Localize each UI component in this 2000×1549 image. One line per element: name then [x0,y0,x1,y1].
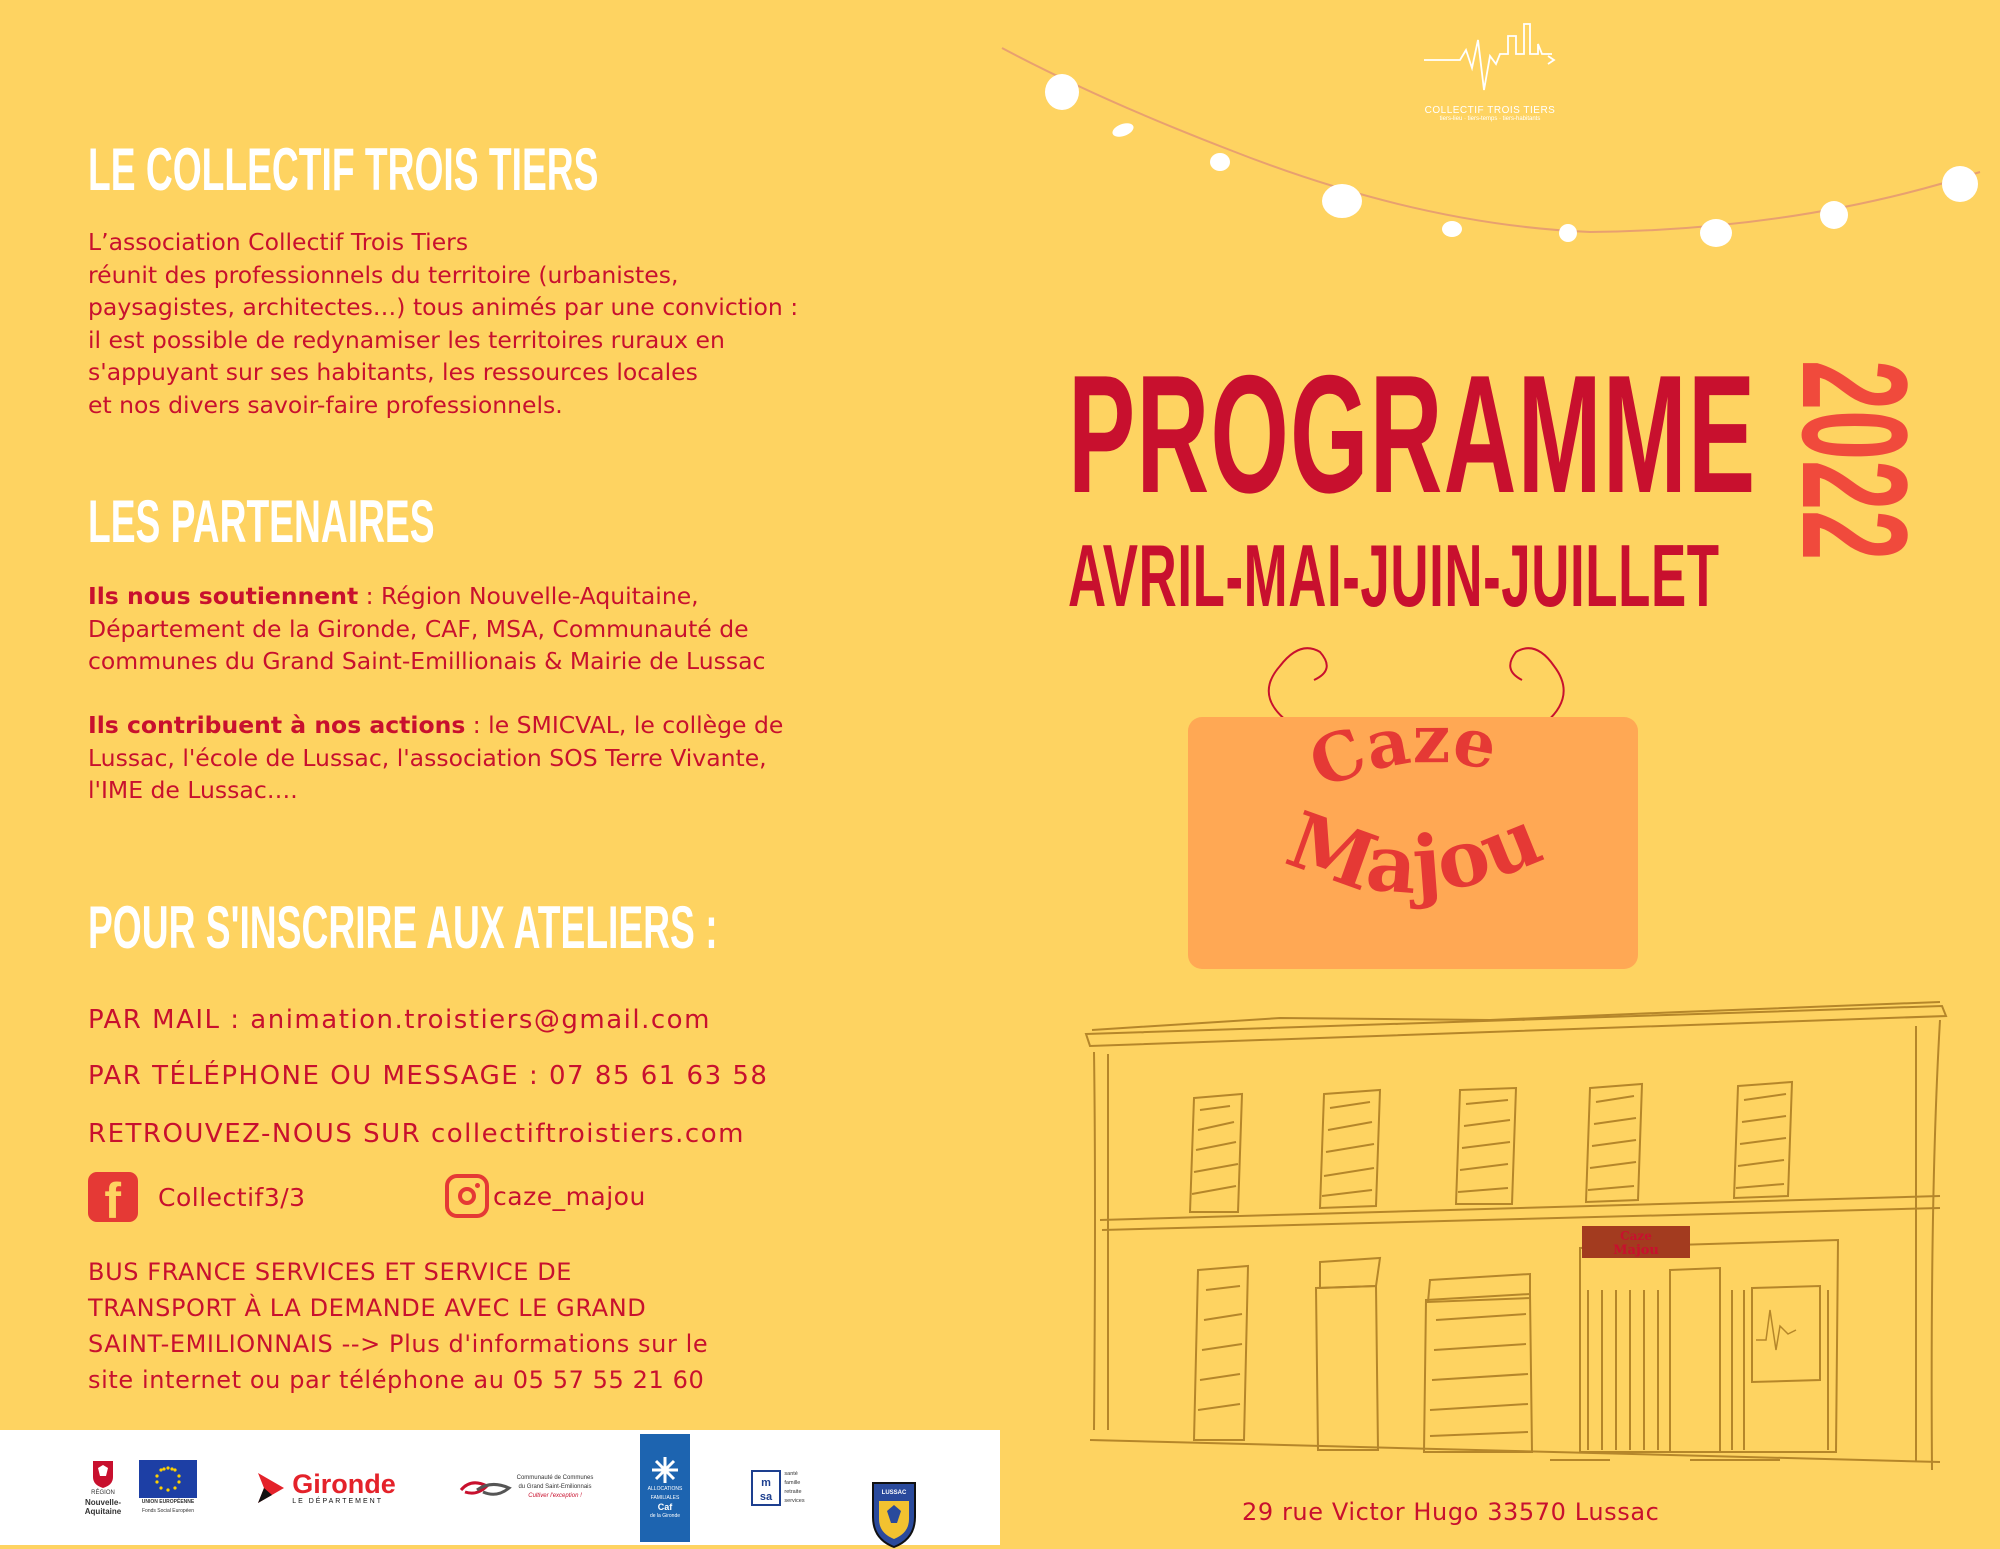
partenaires-heading: LES PARTENAIRES [88,488,435,555]
collectif-line: et nos divers savoir-faire professionnels. [88,390,563,419]
logo-nouvelle-aquitaine: RÉGION Nouvelle- Aquitaine [78,1430,128,1545]
partenaires-support [88,580,765,678]
programme-year: 2022 [1771,360,1939,561]
facebook-link[interactable] [88,1172,306,1229]
contrib-text: : le SMICVAL, le collège de [465,711,784,739]
bus-line: TRANSPORT À LA DEMANDE AVEC LE GRAND [88,1294,647,1322]
brand-name: COLLECTIF TROIS TIERS [1424,105,1556,116]
logo-caf: ALLOCATIONS FAMILIALES Caf de la Gironde [640,1430,690,1545]
inscription-heading: POUR S'INSCRIRE AUX ATELIERS : [88,894,718,961]
bus-info [88,1254,708,1398]
gironde-arrow-icon [254,1471,288,1505]
collectif-line: s'appuyant sur ses habitants, les ressources locales [88,358,698,386]
bus-line: site internet ou par téléphone au 05 57 55 21 60 [88,1366,705,1394]
bus-line: BUS FRANCE SERVICES ET SERVICE DE [88,1258,573,1286]
svg-text:sa: sa [760,1490,773,1503]
lussac-crest-icon [869,1477,919,1549]
collectif-line: L’association Collectif Trois Tiers [88,228,469,256]
logo-msa: m sa santé famille retraite services [738,1430,818,1545]
support-text: : Région Nouvelle-Aquitaine, [358,582,699,610]
collectif-line: réunit des professionnels du territoire (urbanistes, [88,260,679,289]
partner-logos [0,1430,1000,1545]
svg-text:Majou [1276,792,1554,913]
instagram-link[interactable] [445,1174,646,1218]
msa-mark-icon [751,1470,781,1506]
collectif-line: il est possible de redynamiser les territoires ruraux en [88,325,725,354]
shop-sign-majou: Majou [1613,1243,1659,1258]
programme-months: AVRIL-MAI-JUIN-JUILLET [1068,526,1720,625]
support-line: communes du Grand Saint-Emillionais & Mairie de Lussac [88,647,766,675]
sign-majou-text: Majou [1275,791,1554,913]
facebook-handle: Collectif3/3 [158,1182,306,1212]
contact-website[interactable]: RETROUVEZ-NOUS SUR collectiftroistiers.com [88,1119,745,1149]
caze-majou-building-sketch [1080,990,1960,1490]
support-label: Ils nous soutiennent [88,582,359,610]
eu-flag-icon [139,1460,197,1498]
contrib-line: l'IME de Lussac…. [88,776,298,804]
facebook-icon: f [88,1172,138,1222]
logo-cdc-grand-saint-emilionnais: Communauté de Communes du Grand Saint-Emilionnais Cultiver l'exception ! [445,1430,605,1545]
contrib-label: Ils contribuent à nos actions [88,711,466,739]
contact-phone[interactable]: PAR TÉLÉPHONE OU MESSAGE : 07 85 61 63 58 [88,1061,769,1091]
sign-caze-text: Caze [1298,717,1504,804]
heartbeat-logo-icon [1420,20,1560,100]
logo-lussac: LUSSAC [866,1430,922,1545]
instagram-handle: caze_majou [493,1181,646,1211]
cdc-swirl-icon [457,1476,513,1500]
collectif-heading: LE COLLECTIF TROIS TIERS [88,136,599,203]
region-crest-icon [91,1459,115,1489]
partenaires-contrib [88,709,783,807]
svg-text:Caze [1299,717,1503,804]
shop-sign-caze: Caze [1620,1229,1652,1243]
contact-mail[interactable]: PAR MAIL : animation.troistiers@gmail.com [88,1005,711,1035]
instagram-icon [445,1174,489,1218]
contrib-line: Lussac, l'école de Lussac, l'association SOS Terre Vivante, [88,743,767,772]
logo-europe: UNION EUROPÉENNE Fonds Social Européen [138,1430,198,1545]
collectif-brand [1420,20,1560,122]
caze-majou-wordmark [1188,717,1638,969]
programme-title: PROGRAMME [1068,340,1757,528]
svg-text:m: m [761,1476,772,1489]
bus-line: SAINT-EMILIONNAIS --> Plus d'informations sur le [88,1330,709,1358]
caze-majou-sign [1188,717,1638,969]
string-lights [0,0,2000,260]
collectif-line: paysagistes, architectes…) tous animés par une conviction : [88,293,799,321]
brand-tagline: tiers-lieu · tiers-temps · tiers-habitants [1439,116,1541,122]
caf-snowflake-icon [650,1455,680,1485]
logo-gironde: Gironde LE DÉPARTEMENT [245,1430,405,1545]
address: 29 rue Victor Hugo 33570 Lussac [1242,1498,1660,1526]
support-line: Département de la Gironde, CAF, MSA, Communauté de [88,614,749,643]
